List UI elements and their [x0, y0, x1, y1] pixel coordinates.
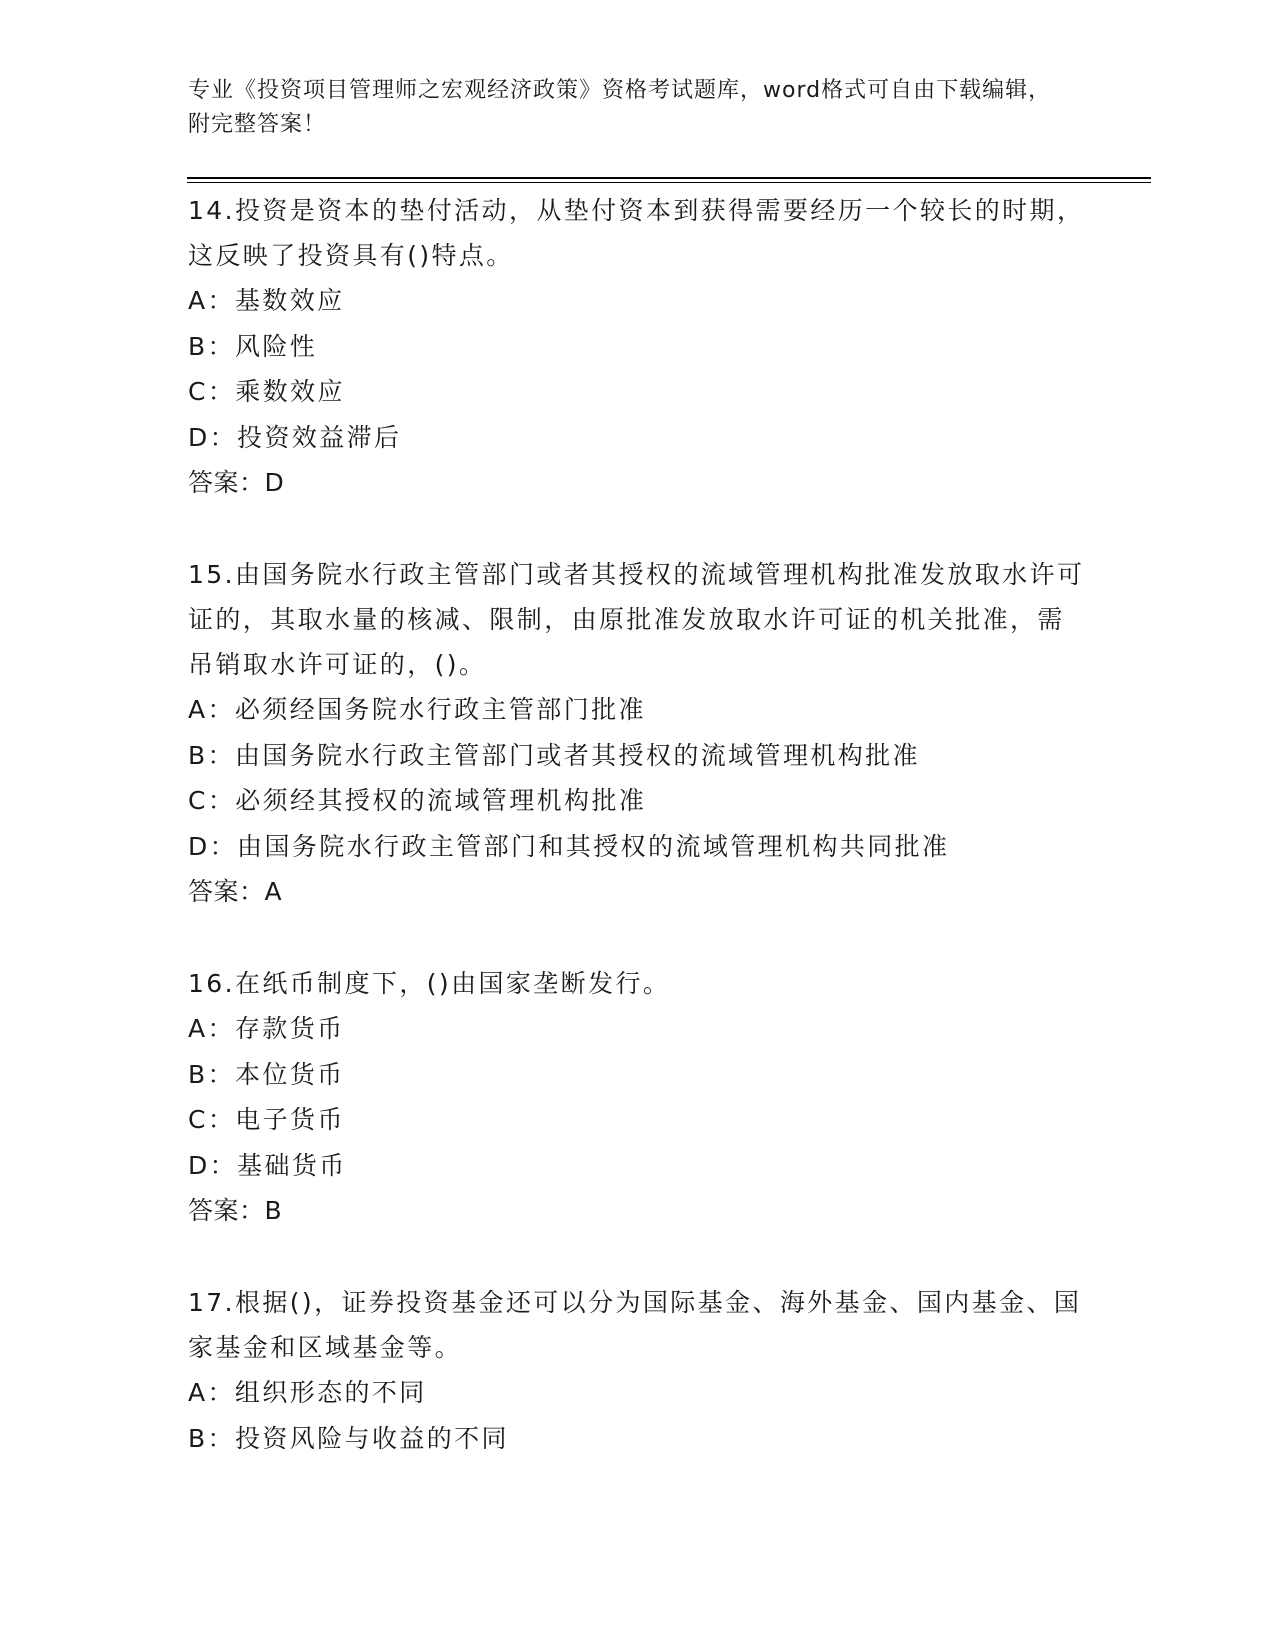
option-a: A：组织形态的不同: [188, 1378, 427, 1407]
document-header: 专业《投资项目管理师之宏观经济政策》资格考试题库，word格式可自由下载编辑，附完整答案！: [188, 78, 1052, 137]
option-b: B：投资风险与收益的不同: [188, 1423, 509, 1453]
answer-line: 答案：B: [188, 1196, 283, 1225]
header-divider-thin: [187, 182, 1151, 183]
option-b: B：本位货币: [188, 1059, 345, 1089]
question-text: 17.根据()，证券投资基金还可以分为国际基金、海外基金、国内基金、国家基金和区域基金等。: [188, 1288, 1082, 1362]
answer-line: 答案：A: [188, 877, 283, 906]
option-d: D：由国务院水行政主管部门和其授权的流域管理机构共同批准: [188, 831, 950, 861]
option-b: B：由国务院水行政主管部门或者其授权的流域管理机构批准: [188, 740, 920, 770]
question-16: [188, 961, 1088, 1233]
option-d: D：基础货币: [188, 1150, 347, 1180]
option-a: A：存款货币: [188, 1014, 345, 1043]
option-a: A：基数效应: [188, 286, 345, 315]
option-c: C：电子货币: [188, 1105, 345, 1134]
option-c: C：必须经其授权的流域管理机构批准: [188, 786, 647, 815]
question-text: 15.由国务院水行政主管部门或者其授权的流域管理机构批准发放取水许可证的，其取水量的核减、限制，由原批准发放取水许可证的机关批准，需吊销取水许可证的，()。: [188, 560, 1085, 679]
question-text: 16.在纸币制度下，()由国家垄断发行。: [188, 969, 671, 998]
header-divider-thick: [187, 177, 1151, 179]
question-15: [188, 552, 1088, 914]
option-c: C：乘数效应: [188, 377, 345, 406]
option-d: D：投资效益滞后: [188, 422, 402, 452]
question-text: 14.投资是资本的垫付活动，从垫付资本到获得需要经历一个较长的时期，这反映了投资具有()特点。: [188, 196, 1085, 270]
question-14: [188, 188, 1088, 505]
option-a: A：必须经国务院水行政主管部门批准: [188, 695, 646, 724]
answer-line: 答案：D: [188, 468, 285, 497]
option-b: B：风险性: [188, 331, 318, 361]
question-list: [188, 188, 1088, 1508]
question-17: [188, 1280, 1088, 1461]
